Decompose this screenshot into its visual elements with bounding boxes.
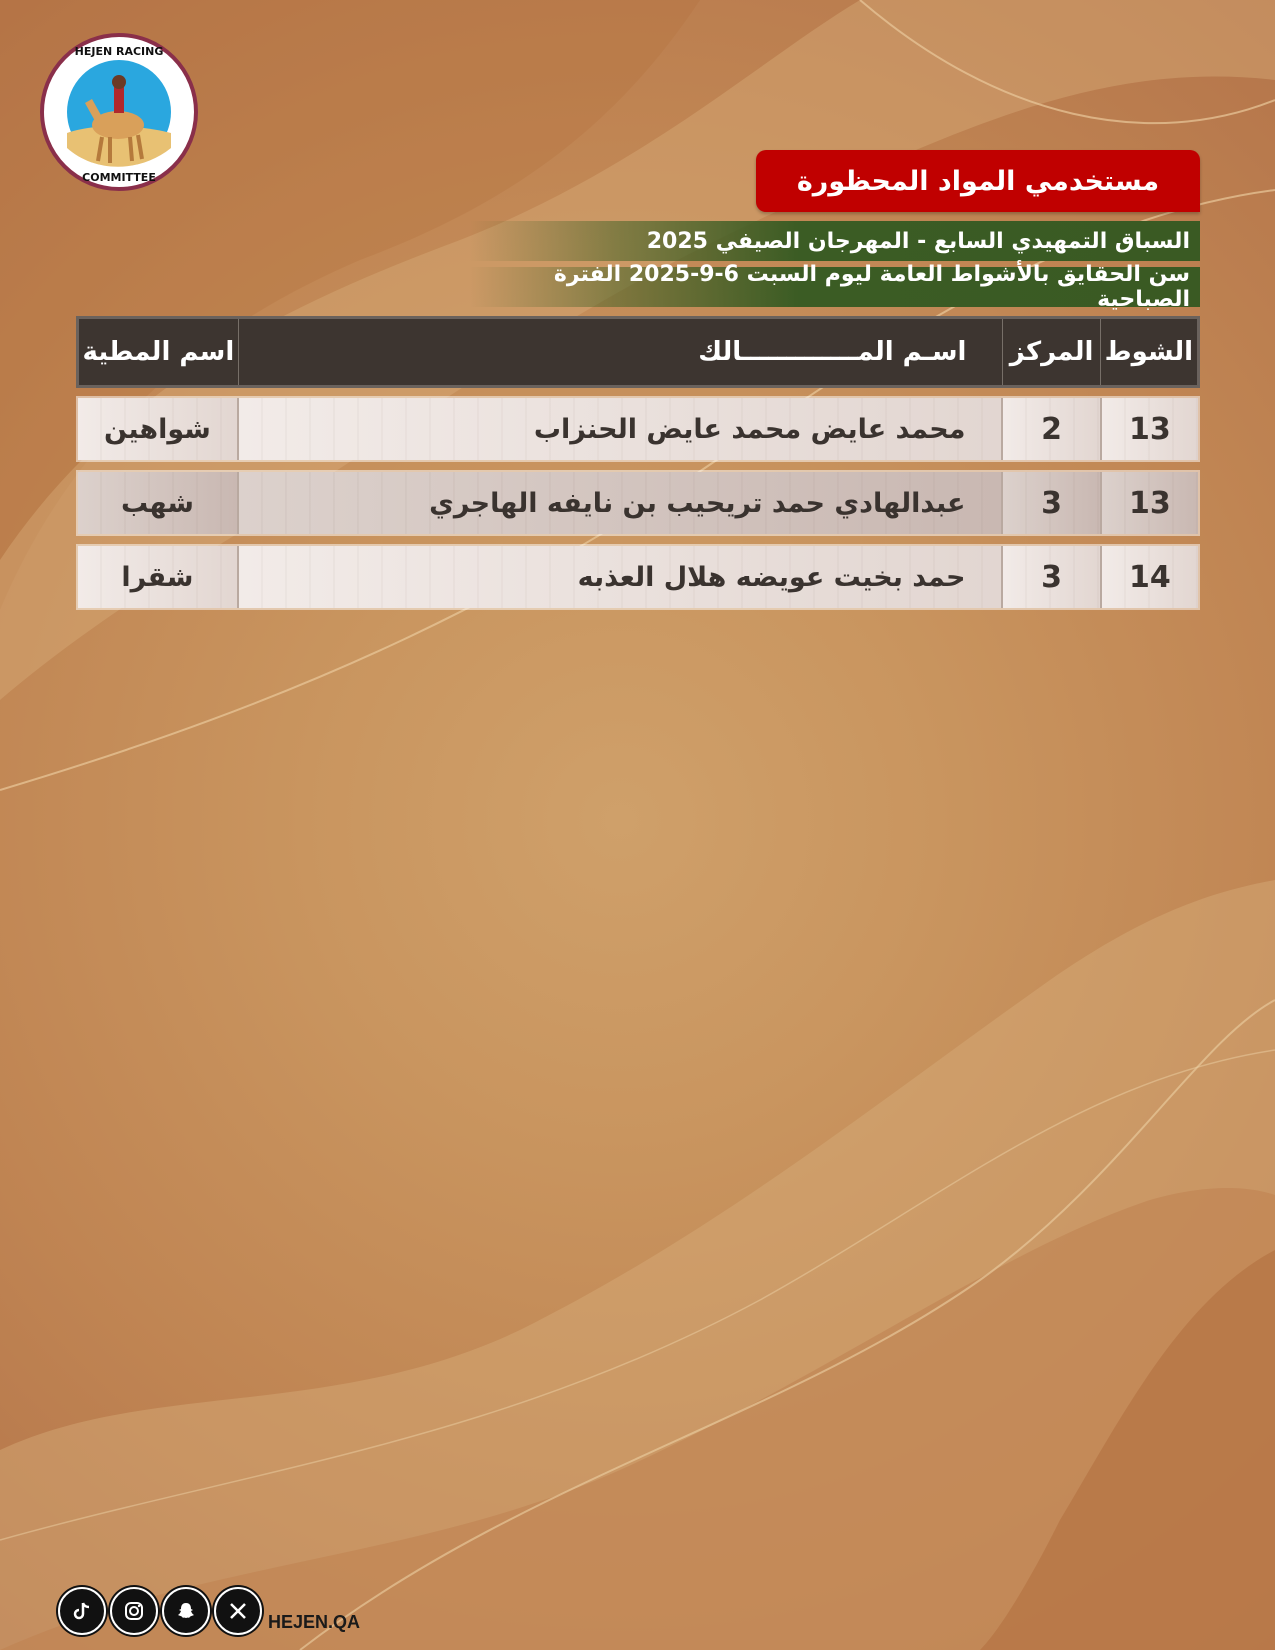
column-header-owner: اسـم المـــــــــــــالك — [238, 319, 1003, 385]
column-header-round: الشوط — [1100, 319, 1197, 385]
website-link[interactable]: HEJEN.QA — [268, 1611, 361, 1632]
page-title: مستخدمي المواد المحظورة — [756, 150, 1200, 212]
cell-round: 13 — [1100, 398, 1198, 460]
logo-text: HEJEN RACING — [74, 45, 164, 58]
x-icon[interactable] — [214, 1587, 262, 1635]
cell-round: 14 — [1100, 546, 1198, 608]
table-header — [76, 316, 1200, 388]
cell-camel: شهب — [78, 472, 237, 534]
cell-position: 3 — [1001, 546, 1099, 608]
cell-owner: عبدالهادي حمد تريحيب بن نايفه الهاجري — [237, 472, 1002, 534]
social-footer — [58, 1587, 360, 1635]
cell-position: 3 — [1001, 472, 1099, 534]
tiktok-icon[interactable] — [58, 1587, 106, 1635]
snapchat-icon[interactable] — [162, 1587, 210, 1635]
cell-position: 2 — [1001, 398, 1099, 460]
svg-text:COMMITTEE: COMMITTEE — [82, 171, 156, 184]
cell-camel: شواهين — [78, 398, 237, 460]
cell-owner: محمد عايض محمد عايض الحنزاب — [237, 398, 1002, 460]
cell-round: 13 — [1100, 472, 1198, 534]
table-row — [76, 470, 1200, 536]
column-header-camel: اسم المطية — [82, 337, 235, 367]
results-table — [76, 316, 1200, 610]
cell-owner: حمد بخيت عويضه هلال العذبه — [237, 546, 1002, 608]
instagram-icon[interactable] — [110, 1587, 158, 1635]
hejen-racing-logo — [40, 33, 198, 191]
race-date-subtitle: سن الحقايق بالأشواط العامة ليوم السبت 6-9-2025 الفترة الصباحية — [470, 267, 1200, 307]
table-row — [76, 544, 1200, 610]
cell-camel: شقرا — [78, 546, 237, 608]
table-row — [76, 396, 1200, 462]
column-header-position: المركز — [1002, 319, 1099, 385]
race-subtitle: السباق التمهيدي السابع - المهرجان الصيفي 2025 — [470, 221, 1200, 261]
